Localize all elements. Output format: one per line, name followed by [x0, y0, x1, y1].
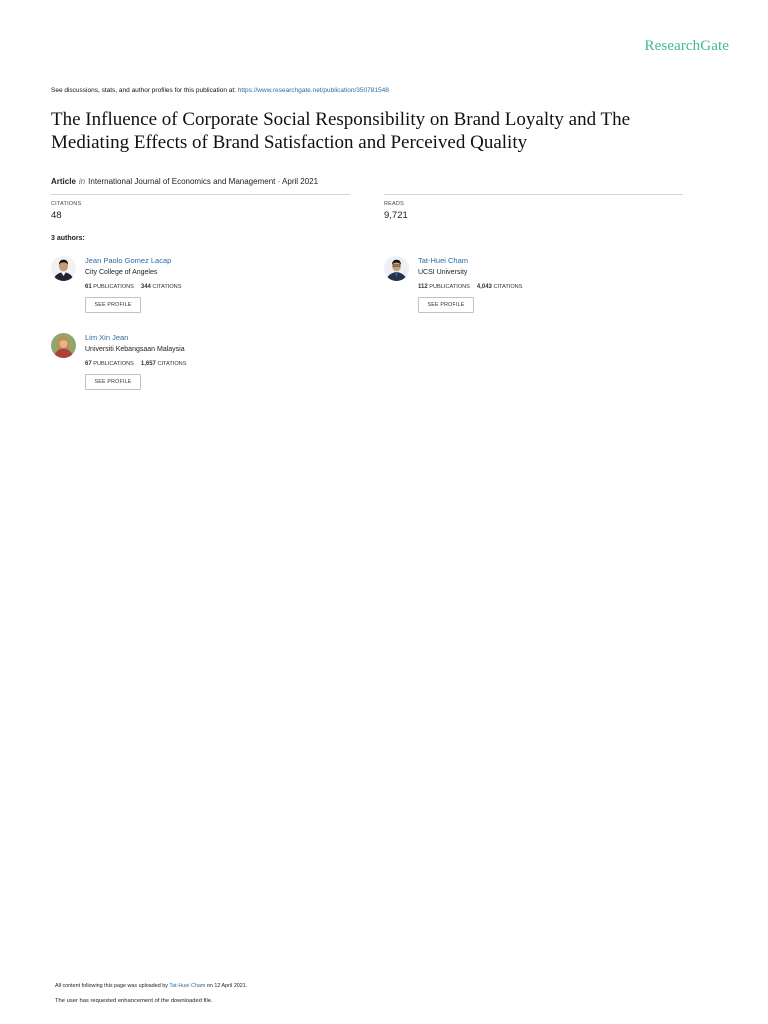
author-name-link[interactable]: Jean Paolo Gomez Lacap: [85, 256, 172, 265]
citations-stat: [51, 194, 350, 221]
citations-label: CITATIONS: [51, 201, 82, 207]
publications-count: 67: [85, 361, 92, 367]
enhancement-note: The user has requested enhancement of the downloaded file.: [55, 998, 213, 1004]
publications-label: PUBLICATIONS: [93, 284, 134, 290]
publications-count: 61: [85, 284, 92, 290]
person-photo-icon[interactable]: [384, 256, 409, 281]
citations-value: 48: [51, 210, 62, 221]
publications-count: 112: [418, 284, 428, 290]
citations-label: CITATIONS: [493, 284, 523, 290]
paper-title: The Influence of Corporate Social Responsibility on Brand Loyalty and The Mediating Effects of Brand Satisfaction and Perceived Quality: [51, 109, 631, 153]
person-photo-icon[interactable]: [51, 333, 76, 358]
publications-label: PUBLICATIONS: [429, 284, 470, 290]
publication-type: Article: [51, 177, 76, 186]
authors-heading: 3 authors:: [51, 235, 85, 242]
citations-label: CITATIONS: [152, 284, 182, 290]
author-card: [51, 256, 341, 318]
upload-suffix: on 12 April 2021.: [205, 983, 248, 989]
reads-value: 9,721: [384, 210, 408, 221]
author-stats: [418, 284, 522, 290]
upload-note: [55, 983, 247, 989]
uploader-link[interactable]: Tat-Huei Cham: [169, 983, 206, 989]
author-stats: [85, 361, 186, 367]
author-name-link[interactable]: Lim Xin Jean: [85, 333, 129, 342]
person-photo-icon[interactable]: [51, 256, 76, 281]
author-card: [384, 256, 674, 318]
author-institution: City College of Angeles: [85, 269, 158, 276]
citations-label: CITATIONS: [157, 361, 187, 367]
reads-label: READS: [384, 201, 404, 207]
citations-count: 344: [140, 284, 151, 290]
in-label: in: [78, 177, 86, 186]
publication-link[interactable]: https://www.researchgate.net/publication/350781548: [237, 87, 389, 94]
discussion-line: [51, 87, 389, 94]
author-card: [51, 333, 341, 395]
journal-date: International Journal of Economics and Management · April 2021: [88, 177, 319, 186]
researchgate-logo[interactable]: ResearchGate: [644, 38, 729, 54]
see-profile-button[interactable]: SEE PROFILE: [85, 297, 141, 313]
see-profile-button[interactable]: SEE PROFILE: [418, 297, 474, 313]
author-institution: UCSI University: [418, 269, 468, 276]
citations-count: 1,657: [140, 361, 156, 367]
publications-label: PUBLICATIONS: [93, 361, 134, 367]
author-institution: Universiti Kebangsaan Malaysia: [85, 346, 185, 353]
upload-prefix: All content following this page was uploaded by: [55, 983, 170, 989]
author-stats: [85, 284, 181, 290]
see-profile-button[interactable]: SEE PROFILE: [85, 374, 141, 390]
discussion-text: See discussions, stats, and author profiles for this publication at:: [51, 87, 238, 94]
author-name-link[interactable]: Tat-Huei Cham: [418, 256, 469, 265]
reads-stat: [384, 194, 683, 221]
citations-count: 4,043: [476, 284, 492, 290]
publication-meta: [51, 177, 318, 186]
